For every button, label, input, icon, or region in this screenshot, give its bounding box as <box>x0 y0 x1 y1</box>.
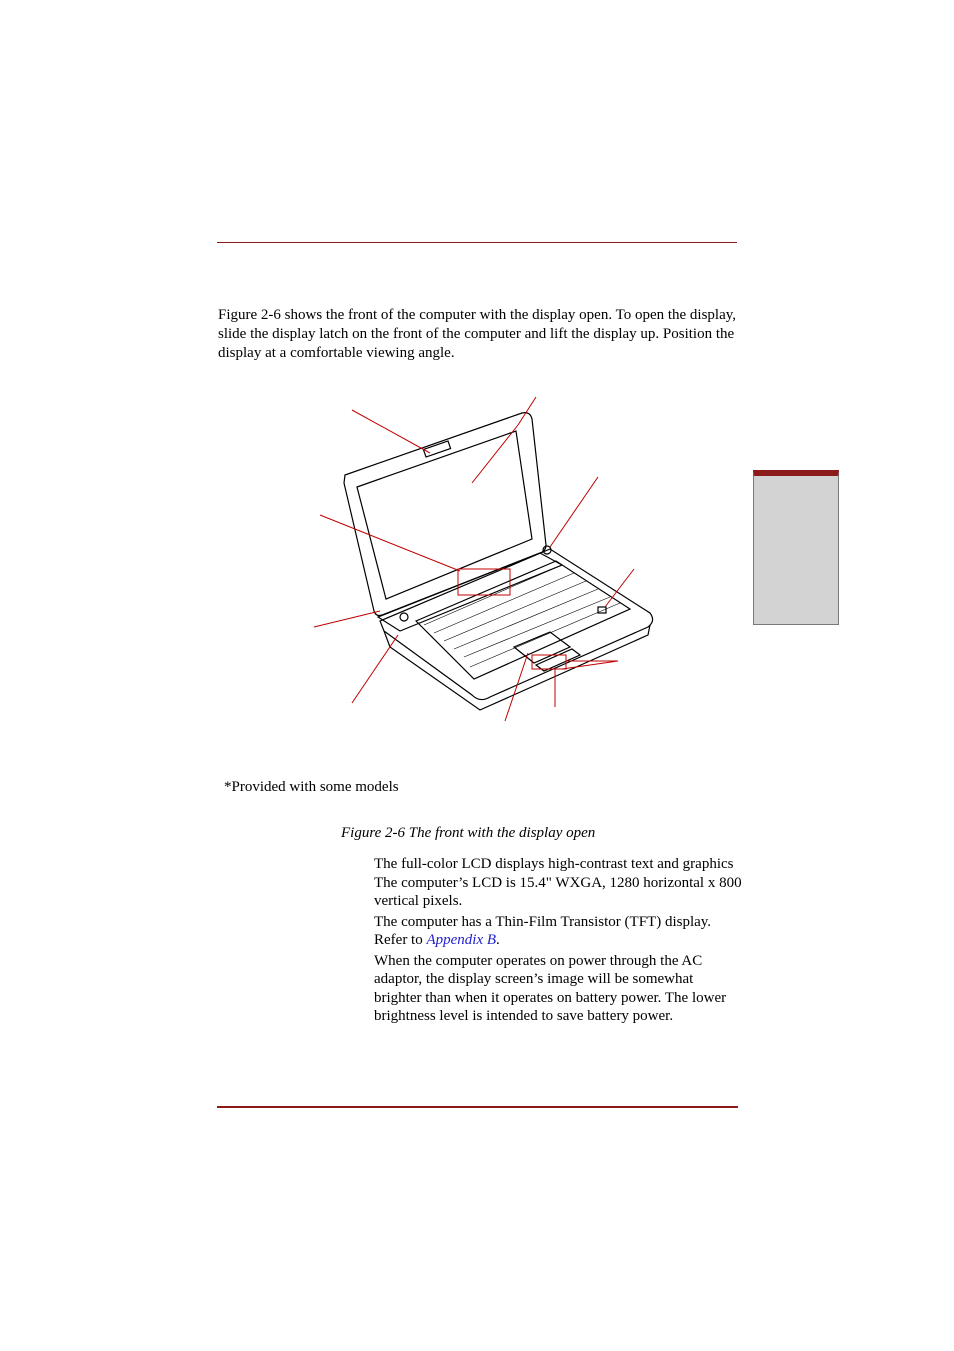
description-paragraph: The full-color LCD displays high-contrast text and graphics The computer’s LCD is 15.4" WXGA, 1280 horizontal x 800 vertical pixels. <box>374 856 742 909</box>
chapter-side-tab <box>753 470 839 625</box>
description-paragraph: When the computer operates on power through the AC adaptor, the display screen’s image will be somewhat brighter than when it operates on battery power. The lower brightness level is intended to save battery power. <box>374 952 727 1024</box>
display-description <box>374 855 744 1028</box>
intro-paragraph: Figure 2-6 shows the front of the computer with the display open. To open the display, slide the display latch on the front of the computer and lift the display up. Position the display at a comfortable viewing angle. <box>218 307 737 361</box>
laptop-illustration <box>300 385 680 725</box>
header-rule <box>217 242 737 243</box>
figure-caption: Figure 2-6 The front with the display open <box>341 825 596 841</box>
footnote: *Provided with some models <box>224 779 399 795</box>
description-paragraph: The computer has a Thin-Film Transistor (TFT) display. Refer to Appendix B. <box>374 913 712 948</box>
footer-rule <box>217 1106 738 1108</box>
appendix-b-link[interactable]: Appendix B <box>426 932 497 948</box>
